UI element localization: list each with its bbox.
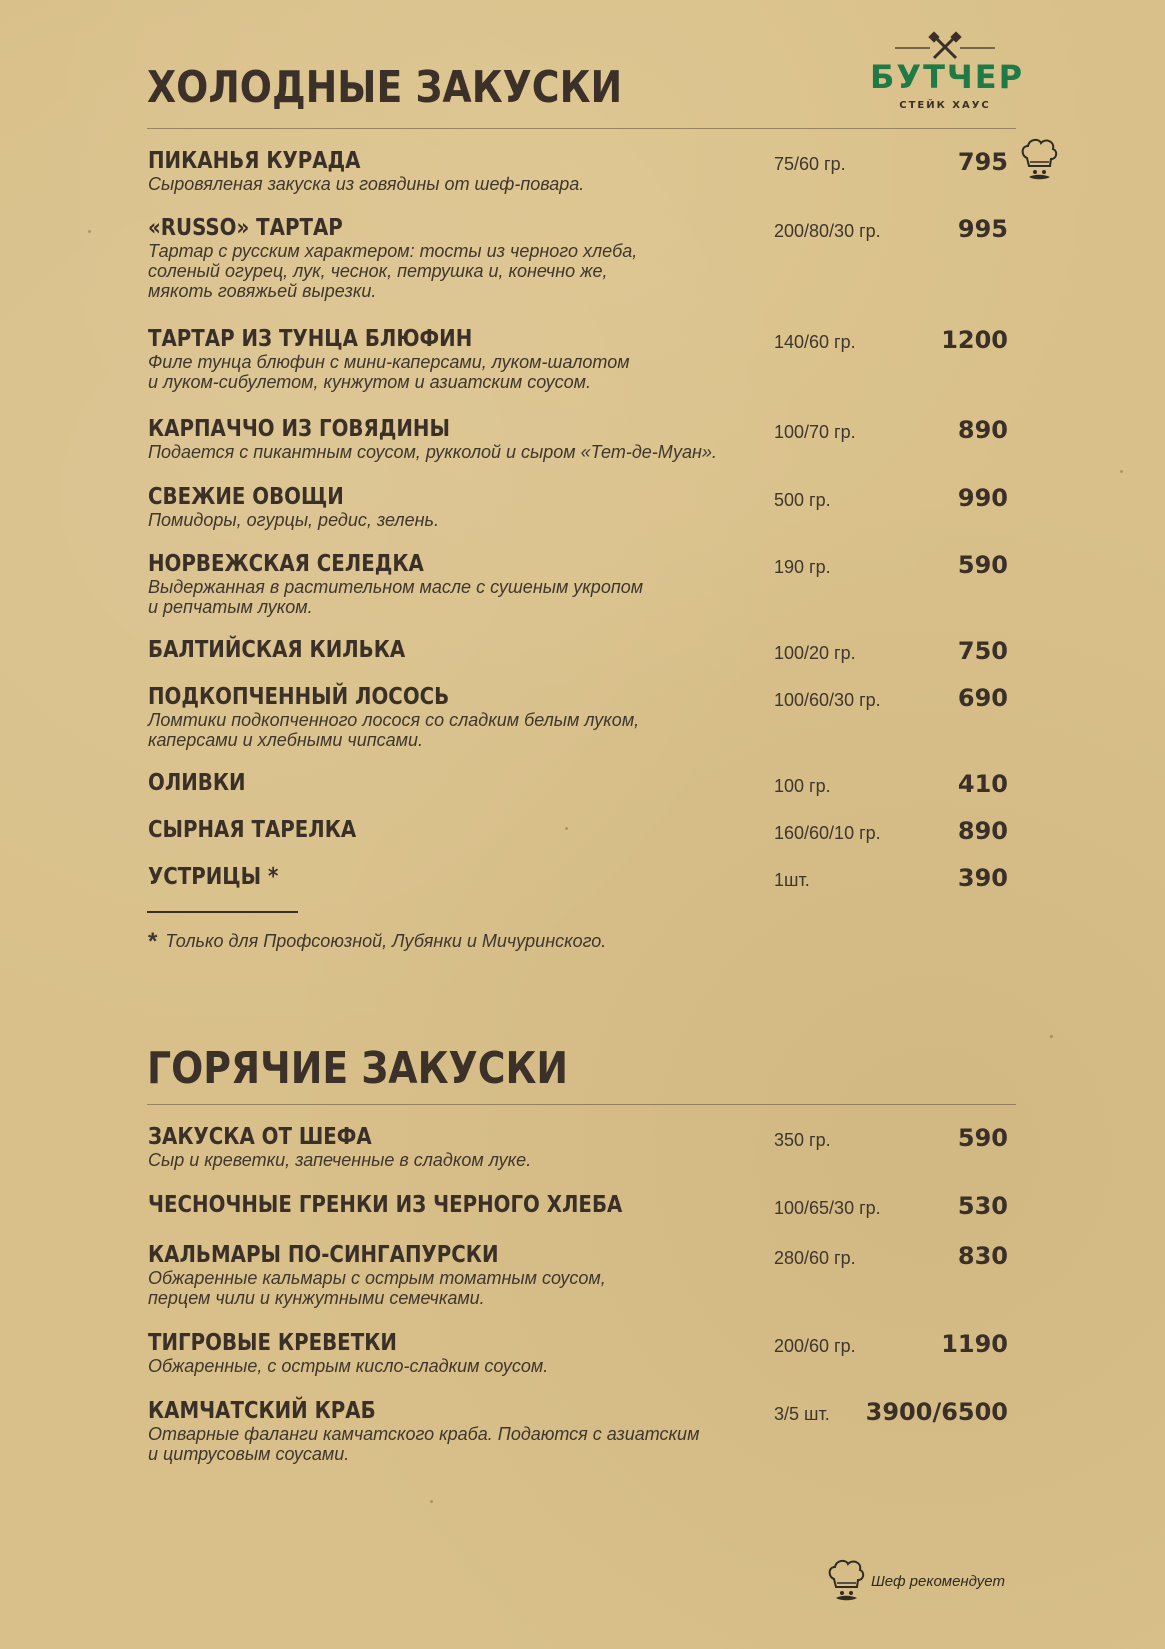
item-description: Ломтики подкопченного лосося со сладким белым луком, каперсами и хлебными чипсами. xyxy=(148,710,640,750)
item-weight: 1шт. xyxy=(774,870,810,890)
menu-item xyxy=(148,864,1008,890)
item-description: Тартар с русским характером: тосты из черного хлеба, соленый огурец, лук, чеснок, петрушка и, конечно же, мякоть говяжьей вырезки. xyxy=(148,241,638,301)
item-price: 830 xyxy=(957,1242,1008,1270)
item-price: 990 xyxy=(957,484,1008,512)
item-price: 750 xyxy=(957,637,1008,665)
item-weight: 280/60 гр. xyxy=(774,1248,856,1268)
section-divider xyxy=(147,1104,1016,1105)
menu-item xyxy=(148,215,1008,301)
item-weight: 100 гр. xyxy=(774,776,831,796)
menu-item xyxy=(148,416,1008,462)
item-description: Сыровяленая закуска из говядины от шеф-повара. xyxy=(148,174,585,194)
item-name: НОРВЕЖСКАЯ СЕЛЕДКА xyxy=(148,551,424,577)
paper-speck xyxy=(1050,1035,1053,1038)
chef-hat-icon xyxy=(826,1557,866,1603)
menu-item xyxy=(148,1330,1008,1376)
item-weight: 200/60 гр. xyxy=(774,1336,856,1356)
section-title-cold: ХОЛОДНЫЕ ЗАКУСКИ xyxy=(147,62,623,113)
menu-item xyxy=(148,1124,1008,1170)
item-description: Обжаренные кальмары с острым томатным соусом, перцем чили и кунжутными семечками. xyxy=(148,1268,606,1308)
item-name: «RUSSO» ТАРТАР xyxy=(148,215,343,241)
paper-speck xyxy=(1120,470,1123,473)
item-name: ТАРТАР ИЗ ТУНЦА БЛЮФИН xyxy=(148,326,473,352)
item-weight: 100/70 гр. xyxy=(774,422,856,442)
item-name: КАРПАЧЧО ИЗ ГОВЯДИНЫ xyxy=(148,416,450,442)
item-name: ОЛИВКИ xyxy=(148,770,246,796)
item-price: 890 xyxy=(957,416,1008,444)
item-name: СЫРНАЯ ТАРЕЛКА xyxy=(148,817,357,843)
menu-item xyxy=(148,148,1008,194)
item-description: Филе тунца блюфин с мини-каперсами, луком-шалотом и луком-сибулетом, кунжутом и азиатским соусом. xyxy=(148,352,630,392)
brand-name: БУТЧЕР xyxy=(870,58,1025,96)
item-weight: 100/60/30 гр. xyxy=(774,690,881,710)
item-price: 3900/6500 xyxy=(865,1398,1008,1426)
item-description: Обжаренные, с острым кисло-сладким соусом. xyxy=(148,1356,549,1376)
item-name: СВЕЖИЕ ОВОЩИ xyxy=(148,484,344,510)
legend-text: Шеф рекомендует xyxy=(871,1573,1005,1590)
footnote-asterisk: * xyxy=(148,928,158,955)
item-price: 890 xyxy=(957,817,1008,845)
item-name: ТИГРОВЫЕ КРЕВЕТКИ xyxy=(148,1330,397,1356)
menu-item xyxy=(148,1192,1008,1218)
item-weight: 350 гр. xyxy=(774,1130,831,1150)
item-price: 1190 xyxy=(941,1330,1008,1358)
brand-tagline: СТЕЙК ХАУС xyxy=(899,100,991,111)
item-weight: 190 гр. xyxy=(774,557,831,577)
item-weight: 100/65/30 гр. xyxy=(774,1198,881,1218)
footnote-text: Только для Профсоюзной, Лубянки и Мичуринского. xyxy=(165,931,607,951)
item-weight: 140/60 гр. xyxy=(774,332,856,352)
item-weight: 160/60/10 гр. xyxy=(774,823,881,843)
menu-item xyxy=(148,770,1008,796)
section-title-hot: ГОРЯЧИЕ ЗАКУСКИ xyxy=(147,1043,569,1094)
item-price: 1200 xyxy=(941,326,1008,354)
item-weight: 75/60 гр. xyxy=(774,154,846,174)
section-divider xyxy=(147,128,1016,129)
item-price: 795 xyxy=(957,148,1008,176)
paper-speck xyxy=(88,230,91,233)
item-name: ПОДКОПЧЕННЫЙ ЛОСОСЬ xyxy=(148,684,450,710)
item-name: ЗАКУСКА ОТ ШЕФА xyxy=(148,1124,372,1150)
item-price: 590 xyxy=(957,1124,1008,1152)
item-description: Выдержанная в растительном масле с сушеным укропом и репчатым луком. xyxy=(148,577,644,617)
item-description: Отварные фаланги камчатского краба. Подаются с азиатским и цитрусовым соусами. xyxy=(148,1424,700,1464)
item-price: 390 xyxy=(957,864,1008,892)
crossed-cleavers-icon xyxy=(870,30,1020,60)
menu-item xyxy=(148,637,1008,663)
item-description: Сыр и креветки, запеченные в сладком луке. xyxy=(148,1150,532,1170)
menu-item xyxy=(148,684,1008,750)
menu-item xyxy=(148,1398,1008,1464)
item-weight: 200/80/30 гр. xyxy=(774,221,881,241)
item-name: ПИКАНЬЯ КУРАДА xyxy=(148,148,361,174)
item-weight: 500 гр. xyxy=(774,490,831,510)
brand-logo xyxy=(870,30,1025,120)
item-description: Помидоры, огурцы, редис, зелень. xyxy=(148,510,439,530)
menu-item xyxy=(148,326,1008,392)
item-description: Подается с пикантным соусом, рукколой и сыром «Тет-де-Муан». xyxy=(148,442,717,462)
footnote-divider xyxy=(147,911,298,913)
footnote xyxy=(148,928,606,956)
item-price: 530 xyxy=(957,1192,1008,1220)
item-name: КАМЧАТСКИЙ КРАБ xyxy=(148,1398,376,1424)
menu-item xyxy=(148,551,1008,617)
item-name: УСТРИЦЫ * xyxy=(148,864,279,890)
paper-speck xyxy=(430,1500,433,1503)
item-weight: 100/20 гр. xyxy=(774,643,856,663)
item-price: 690 xyxy=(957,684,1008,712)
menu-item xyxy=(148,817,1008,843)
item-price: 410 xyxy=(957,770,1008,798)
item-name: БАЛТИЙСКАЯ КИЛЬКА xyxy=(148,637,406,663)
chef-hat-icon xyxy=(1019,136,1059,182)
item-name: КАЛЬМАРЫ ПО-СИНГАПУРСКИ xyxy=(148,1242,499,1268)
item-price: 590 xyxy=(957,551,1008,579)
item-weight: 3/5 шт. xyxy=(774,1404,830,1424)
item-name: ЧЕСНОЧНЫЕ ГРЕНКИ ИЗ ЧЕРНОГО ХЛЕБА xyxy=(148,1192,623,1218)
item-price: 995 xyxy=(957,215,1008,243)
menu-item xyxy=(148,484,1008,530)
menu-item xyxy=(148,1242,1008,1308)
